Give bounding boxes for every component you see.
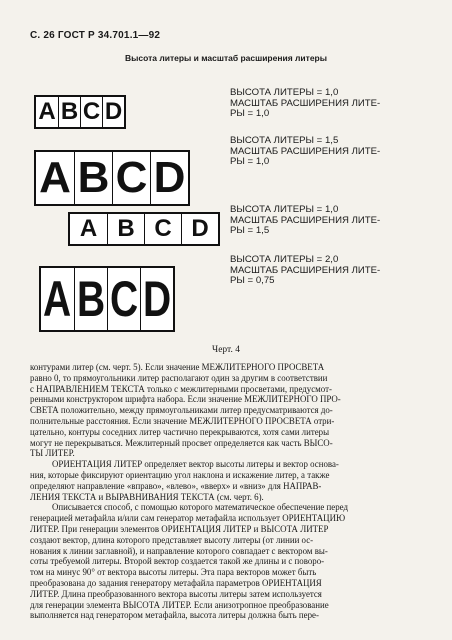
caption-line: РЫ = 1,0 <box>230 108 270 119</box>
letter-cell: A <box>79 215 98 242</box>
letter-sample-4 <box>39 266 175 332</box>
text-line: для генерации элемента ВЫСОТА ЛИТЕР. Если анизотропное преобразование <box>30 599 329 610</box>
sample-caption-1 <box>230 88 430 120</box>
caption-line: РЫ = 1,0 <box>230 156 270 167</box>
letter-cell: A <box>38 98 56 125</box>
text-line: ЛИТЕР. При генерации элементов ОРИЕНТАЦИЯ ЛИТЕР и ВЫСОТА ЛИТЕР <box>30 523 329 534</box>
text-line: с НАПРАВЛЕНИЕМ ТЕКСТА только с межлитерными просветами, предусмот- <box>30 383 332 394</box>
letter-cell: D <box>102 97 124 127</box>
letter-sample-2 <box>34 150 190 206</box>
text-line: соты требуемой литеры. Второй вектор создается такой же длины и с поворо- <box>30 556 325 567</box>
caption-line: ВЫСОТА ЛИТЕРЫ = 1,5 <box>230 135 339 146</box>
letter-cell <box>107 268 140 330</box>
letter-cell <box>41 268 74 330</box>
text-line: определяют направление «вправо», «влево», «вверх» и «вниз» для НАПРАВ- <box>30 480 322 491</box>
text-line: Описывается способ, с помощью которого математическое обеспечение перед <box>52 502 348 513</box>
sample-caption-4 <box>230 255 430 287</box>
figure-title: Высота литеры и масштаб расширения литеры <box>124 53 327 63</box>
letter-glyph: C <box>109 271 139 327</box>
text-line: могут не перекрываться. Межлитерный просвет определяется как часть ВЫСО- <box>30 437 333 448</box>
sample-caption-2 <box>230 136 430 168</box>
caption-line: МАСШТАБ РАСШИРЕНИЯ ЛИТЕ- <box>230 214 381 226</box>
text-line: ЛЕНИЯ ТЕКСТА и ВЫРАВНИВАНИЯ ТЕКСТА (см. черт. 6). <box>30 491 264 502</box>
letter-glyph: D <box>142 271 172 327</box>
text-line: ТЫ ЛИТЕР. <box>30 448 75 459</box>
text-line: ренными конструктором шрифта набора. Если значение МЕЖЛИТЕРНОГО ПРО- <box>30 394 341 405</box>
letter-cell: B <box>58 97 80 127</box>
caption-line: МАСШТАБ РАСШИРЕНИЯ ЛИТЕ- <box>230 145 381 157</box>
letter-cell: D <box>181 214 218 244</box>
figure-caption: Черт. 4 <box>212 345 240 355</box>
letter-cell: C <box>112 152 150 204</box>
text-line: генерацией метафайла и/или сам генератор метафайла использует ОРИЕНТАЦИЮ <box>30 513 346 524</box>
text-line: полнительные расстояния. Если значение МЕЖЛИТЕРНОГО ПРОСВЕТА отри- <box>30 415 335 426</box>
letter-cell: C <box>144 214 181 244</box>
body-text <box>30 362 434 621</box>
text-line: преобразована до задания генератору метафайла параметров ОРИЕНТАЦИЯ <box>30 577 322 588</box>
caption-line: ВЫСОТА ЛИТЕРЫ = 2,0 <box>230 254 339 265</box>
letter-glyph: B <box>76 271 106 327</box>
text-line: цательно, контуры соседних литер частично перекрываются, хотя сами литеры <box>30 426 330 437</box>
text-line: равно 0, то прямоугольники литер располагают один за другим в соответствии <box>30 372 328 383</box>
text-line: том на минус 90° от вектора высоты литеры. Эта пара векторов может быть <box>30 567 317 578</box>
text-line: ния, которые фиксируют ориентацию угол наклона и искажение литер, а также <box>30 469 330 480</box>
caption-line: ВЫСОТА ЛИТЕРЫ = 1,0 <box>230 204 339 215</box>
caption-line: МАСШТАБ РАСШИРЕНИЯ ЛИТЕ- <box>230 97 381 109</box>
letter-cell <box>140 268 173 330</box>
text-line: ОРИЕНТАЦИЯ ЛИТЕР определяет вектор высоты литеры и вектор основа- <box>52 459 339 470</box>
letter-cell: B <box>107 214 144 244</box>
letter-cell <box>74 268 107 330</box>
letter-cell: D <box>150 152 188 204</box>
page-header: С. 26 ГОСТ Р 34.701.1—92 <box>30 30 161 41</box>
caption-line: ВЫСОТА ЛИТЕРЫ = 1,0 <box>230 87 339 98</box>
text-line: СВЕТА положительно, между прямоугольниками литер предусматриваются до- <box>30 405 333 416</box>
text-line: создают вектор, длина которого представляет высоту литеры (от линии ос- <box>30 534 314 545</box>
letter-sample-3 <box>68 212 220 246</box>
letter-cell: C <box>80 97 102 127</box>
sample-caption-3 <box>230 205 430 237</box>
caption-line: РЫ = 1,5 <box>230 225 270 236</box>
letter-glyph: A <box>43 271 72 327</box>
caption-line: РЫ = 0,75 <box>230 275 275 286</box>
caption-line: МАСШТАБ РАСШИРЕНИЯ ЛИТЕ- <box>230 264 381 276</box>
letter-sample-1 <box>34 95 126 129</box>
letter-cell: A <box>39 153 71 202</box>
text-line: нования к линии заглавной), и направление которого совпадает с вектором вы- <box>30 545 328 556</box>
text-line: выполняется над генератором метафайла, высота литеры должна быть пере- <box>30 610 319 621</box>
text-line: ЛИТЕР. Длина преобразованного вектора высоты литеры затем используется <box>30 588 322 599</box>
letter-cell: B <box>74 152 112 204</box>
text-line: контурами литер (см. черт. 5). Если значение МЕЖЛИТЕРНОГО ПРОСВЕТА <box>30 362 325 372</box>
